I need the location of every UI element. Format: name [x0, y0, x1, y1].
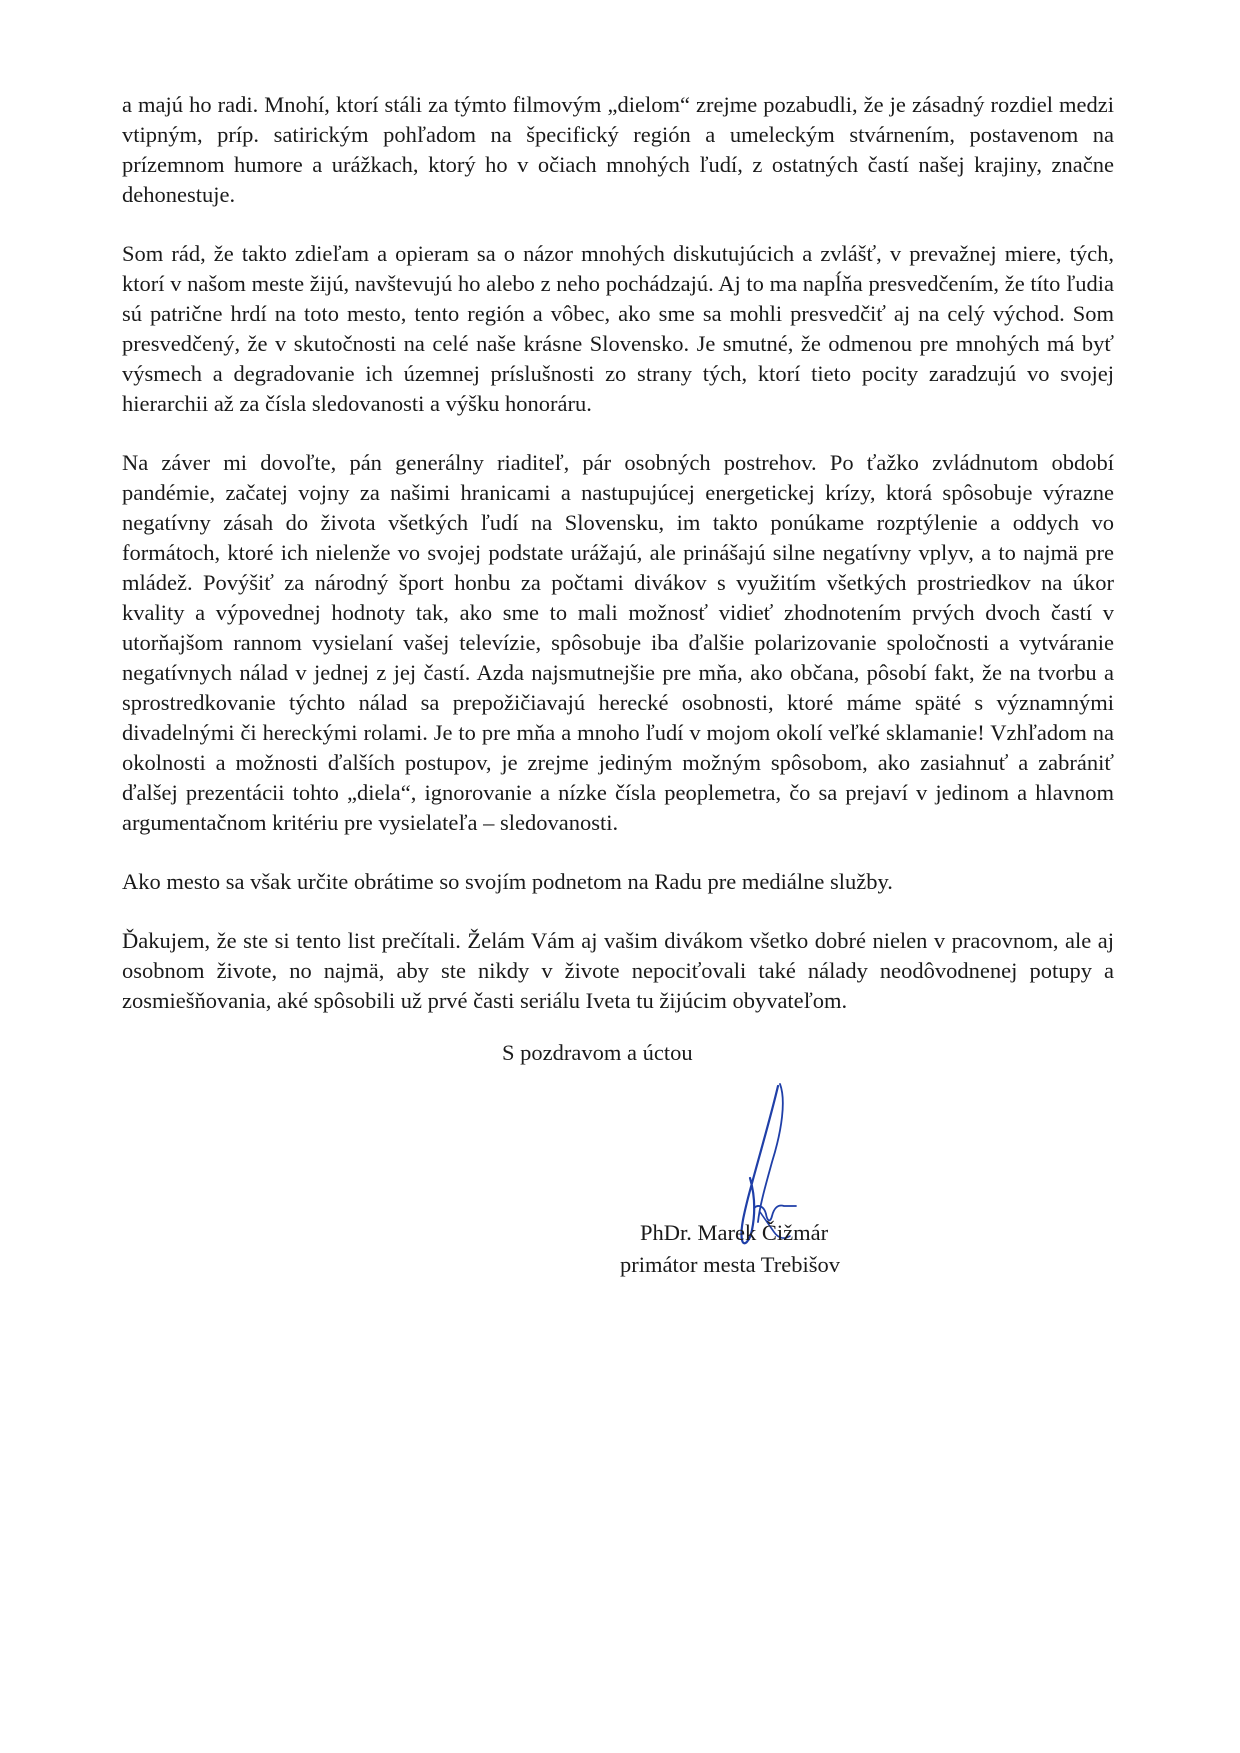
letter-body [122, 90, 1114, 1045]
paragraph-3: Na záver mi dovoľte, pán generálny riaditeľ, pár osobných postrehov. Po ťažko zvládnutom období pandémie, začatej vojny za našimi hranicami a nastupujúcej energetickej krízy, ktorá spôsobuje výrazne negatívny zásah do života všetkých ľudí na Slovensku, im takto ponúkame rozptýlenie a oddych vo formátoch, ktoré ich nielenže vo svojej podstate urážajú, ale prinášajú silne negatívny vplyv, a to najmä pre mládež. Povýšiť za národný šport honbu za počtami divákov s využitím všetkých prostriedkov na úkor kvality a výpovednej hodnoty tak, ako sme to mali možnosť vidieť zhodnotením prvých dvoch častí v utorňajšom rannom vysielaní vašej televízie, spôsobuje iba ďalšie polarizovanie spoločnosti a vytváranie negatívnych nálad v jednej z jej častí. Azda najsmutnejšie pre mňa, ako občana, pôsobí fakt, že na tvorbu a sprostredkovanie týchto nálad sa prepožičiavajú herecké osobnosti, ktoré máme späté s významnými divadelnými či hereckými rolami. Je to pre mňa a mnoho ľudí v mojom okolí veľké sklamanie! Vzhľadom na okolnosti a možnosti ďalších postupov, je zrejme jediným možným spôsobom, ako zasiahnuť a zabrániť ďalšej prezentácii tohto „diela“, ignorovanie a nízke čísla peoplemetra, čo sa prejaví v jedinom a hlavnom argumentačnom kritériu pre vysielateľa – sledovanosti. [122, 450, 1114, 835]
signatory-name: PhDr. Marek Čižmár [640, 1220, 829, 1245]
closing-salutation: S pozdravom a úctou [502, 1040, 693, 1065]
paragraph-2: Som rád, že takto zdieľam a opieram sa o názor mnohých diskutujúcich a zvlášť, v prevažnej miere, tých, ktorí v našom meste žijú, navštevujú ho alebo z neho pochádzajú. Aj to ma napĺňa presvedčením, že títo ľudia sú patrične hrdí na toto mesto, tento región a vôbec, ako sme sa mohli presvedčiť aj na celý východ. Som presvedčený, že v skutočnosti na celé naše krásne Slovensko. Je smutné, že odmenou pre mnohých má byť výsmech a degradovanie ich územnej príslušnosti zo strany tých, ktorí tieto pocity zaradzujú vo svojej hierarchii až za čísla sledovanosti a výšku honoráru. [122, 241, 1114, 416]
paragraph-4: Ako mesto sa však určite obrátime so svojím podnetom na Radu pre mediálne služby. [122, 869, 893, 894]
paragraph-5: Ďakujem, že ste si tento list prečítali. Želám Vám aj vašim divákom všetko dobré nielen v pracovnom, ale aj osobnom živote, no najmä, aby ste nikdy v živote nepociťovali také nálady neodôvodnenej potupy a zosmiešňovania, aké spôsobili už prvé časti seriálu Iveta tu žijúcim obyvateľom. [122, 928, 1114, 1013]
paragraph-1: a majú ho radi. Mnohí, ktorí stáli za týmto filmovým „dielom“ zrejme pozabudli, že je zásadný rozdiel medzi vtipným, príp. satirickým pohľadom na špecifický región a umeleckým stvárnením, postavenom na prízemnom humore a urážkach, ktorý ho v očiach mnohých ľudí, z ostatných častí našej krajiny, značne dehonestuje. [122, 92, 1114, 207]
signatory-title: primátor mesta Trebišov [620, 1252, 840, 1277]
